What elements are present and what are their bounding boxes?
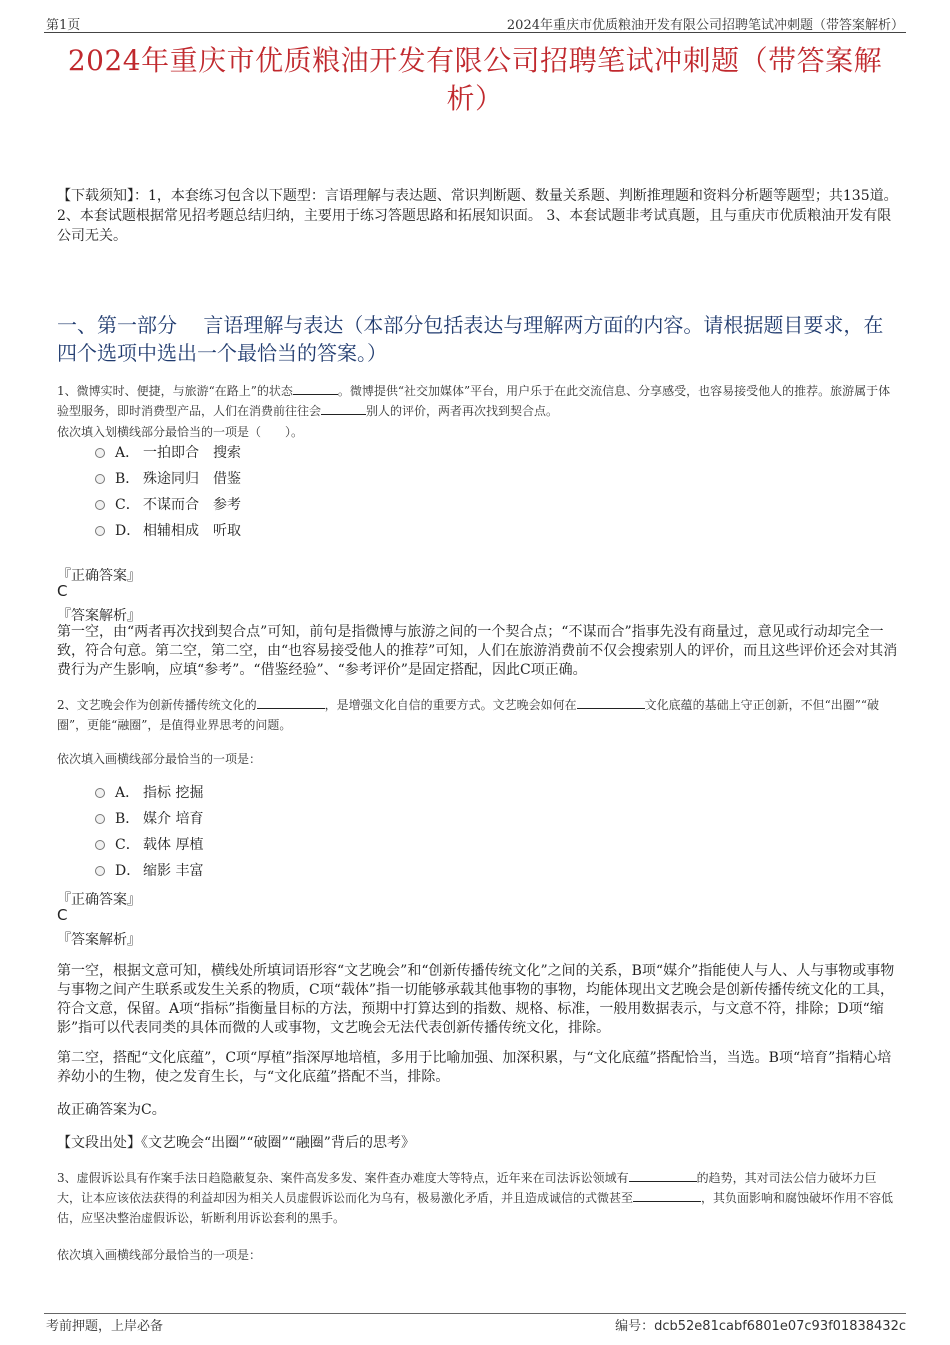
- option-c[interactable]: C． 载体 厚植: [95, 832, 203, 858]
- option-d[interactable]: D． 相辅相成 听取: [95, 518, 241, 544]
- question-text: 1、微博实时、便捷，与旅游“在路上”的状态: [57, 384, 293, 398]
- radio-icon[interactable]: [95, 788, 105, 798]
- question-2-stem: [57, 695, 895, 735]
- answer-label: 『正确答案』: [57, 892, 141, 908]
- analysis-text: 第一空，由“两者再次找到契合点”可知，前句是指微博与旅游之间的一个契合点；“不谋而合”指事先没有商量过，意见或行动却完全一致，符合句意。第二空，第二空，由“也容易接受他人的推荐”可知，人们在旅游消费前不仅会搜索别人的评价，而且这些评价还会对其消费行为产生影响，应填“参考”。“借鉴经验”、“参考评价”是固定搭配，因此C项正确。: [57, 624, 898, 678]
- code-value: dcb52e81cabf6801e07c93f01838432c: [654, 1319, 906, 1334]
- footer-slogan: 考前押题，上岸必备: [46, 1319, 164, 1334]
- source-text: 【文段出处】《文艺晚会“出圈”“破圈”“融圈”背后的思考》: [57, 1135, 415, 1151]
- analysis-label: 『答案解析』: [57, 932, 141, 948]
- answer-value: C: [57, 906, 68, 924]
- question-3-instruction: 依次填入画横线部分最恰当的一项是：: [57, 1248, 262, 1262]
- fill-blank: [629, 1169, 697, 1182]
- question-2-options: [95, 780, 203, 884]
- question-1-stem: [57, 381, 895, 421]
- section-heading: 一、第一部分 言语理解与表达（本部分包括表达与理解两方面的内容。请根据题目要求，在四个选项中选出一个最恰当的答案。）: [57, 313, 884, 365]
- fill-blank: [293, 382, 338, 395]
- document-title: 2024年重庆市优质粮油开发有限公司招聘笔试冲刺题（带答案解析）: [67, 44, 883, 115]
- fill-blank: [257, 696, 325, 709]
- fill-blank: [577, 696, 645, 709]
- conclusion-text: 故正确答案为C。: [57, 1102, 166, 1118]
- question-text: 文化底蕴的基础上守正创新，不但“出圈”“破圈”，更能“融圈”，是值得业界思考的问题。: [57, 698, 880, 732]
- option-b[interactable]: B． 殊途同归 借鉴: [95, 466, 241, 492]
- question-1-instruction: 依次填入划横线部分最恰当的一项是（ ）。: [57, 425, 304, 439]
- radio-icon[interactable]: [95, 448, 105, 458]
- option-b[interactable]: B． 媒介 培育: [95, 806, 203, 832]
- radio-icon[interactable]: [95, 814, 105, 824]
- radio-icon[interactable]: [95, 866, 105, 876]
- radio-icon[interactable]: [95, 500, 105, 510]
- footer-divider: [44, 1313, 906, 1314]
- analysis-label: 『答案解析』: [57, 608, 141, 624]
- page-number: 第1页: [46, 18, 81, 33]
- question-2-instruction: 依次填入画横线部分最恰当的一项是：: [57, 752, 262, 766]
- option-c[interactable]: C． 不谋而合 参考: [95, 492, 241, 518]
- question-text: ，其负面影响和腐蚀破坏作用不容低估，应坚决整治虚假诉讼，斩断利用诉讼套利的黑手。: [57, 1191, 894, 1225]
- option-a[interactable]: A． 指标 挖掘: [95, 780, 203, 806]
- question-1-options: [95, 440, 241, 544]
- fill-blank: [321, 402, 366, 415]
- analysis-text: 第二空，搭配“文化底蕴”，C项“厚植”指深厚地培植，多用于比喻加强、加深积累，与“文化底蕴”搭配恰当，当选。B项“培育”指精心培养幼小的生物，使之发育生长，与“文化底蕴”搭配不当，排除。: [57, 1050, 892, 1085]
- page-header: [44, 12, 906, 33]
- code-label: 编号：: [615, 1319, 655, 1334]
- header-title: 2024年重庆市优质粮油开发有限公司招聘笔试冲刺题（带答案解析）: [506, 18, 904, 33]
- fill-blank: [633, 1189, 701, 1202]
- question-text: 2、文艺晚会作为创新传播传统文化的: [57, 698, 257, 712]
- radio-icon[interactable]: [95, 840, 105, 850]
- radio-icon[interactable]: [95, 526, 105, 536]
- question-text: ，是增强文化自信的重要方式。文艺晚会如何在: [324, 698, 577, 712]
- radio-icon[interactable]: [95, 474, 105, 484]
- question-text: 。微博提供“社交加媒体”平台，用户乐于在此交流信息、分享感受，也容易接受他人的推荐。旅游属于体验型服务，即时消费型产品，人们在消费前往往会: [57, 384, 891, 418]
- question-text: 3、虚假诉讼具有作案手法日趋隐蔽复杂、案件高发多发、案件查办难度大等特点，近年来在司法诉讼领域有: [57, 1171, 629, 1185]
- option-d[interactable]: D． 缩影 丰富: [95, 858, 203, 884]
- analysis-text: 第一空，根据文意可知，横线处所填词语形容“文艺晚会”和“创新传播传统文化”之间的关系，B项“媒介”指能使人与人、人与事物或事物与事物之间产生联系或发生关系的物质，C项“载体”指一切能够承载其他事物的事物，均能体现出文艺晚会是创新传播传统文化的工具，符合文意，保留。A项“指标”指衡量目标的方法，预期中打算达到的指数、规格、标准，一般用数据表示，与文意不符，排除；D项“缩影”指可以代表同类的具体而微的人或事物，文艺晚会无法代表创新传播传统文化，排除。: [57, 963, 895, 1036]
- footer-code: [615, 1315, 906, 1334]
- question-text: 的趋势，其对司法公信力破坏力巨大，让本应该依法获得的利益却因为相关人员虚假诉讼而化为乌有，极易激化矛盾，并且造成诚信的式微甚至: [57, 1171, 877, 1205]
- question-3-stem: [57, 1168, 895, 1228]
- question-text: 别人的评价，两者再次找到契合点。: [366, 404, 559, 418]
- download-notice: 【下载须知】：1，本套练习包含以下题型：言语理解与表达题、常识判断题、数量关系题、判断推理题和资料分析题等题型；共135道。 2、本套试题根据常见招考题总结归纳，主要用于练习答题思路和拓展知识面。 3、本套试题非考试真题，且与重庆市优质粮油开发有限公司无关。: [57, 188, 898, 244]
- answer-value: C: [57, 582, 68, 600]
- option-a[interactable]: A． 一拍即合 搜索: [95, 440, 241, 466]
- answer-label: 『正确答案』: [57, 568, 141, 584]
